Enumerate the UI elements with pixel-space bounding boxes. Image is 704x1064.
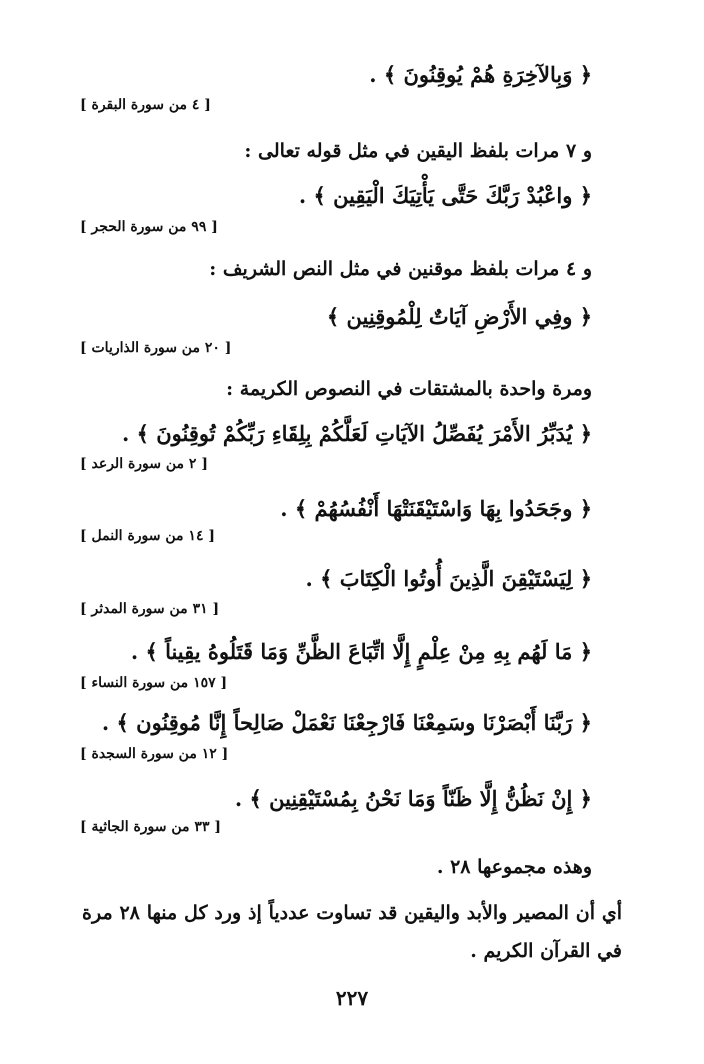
paragraph-intro-yaqin: و ٧ مرات بلفظ اليقين في مثل قوله تعالى :	[244, 140, 592, 162]
verse-naml-14: ﴿ وجَحَدُوا بِهَا وَاسْتَيْقَنَتْهَا أَنْفُسُهُمْ ﴾ .	[280, 496, 592, 521]
verse-reference: [ ٩٩ من سورة الحجر ]	[80, 219, 218, 235]
verse-reference: [ ٤ من سورة البقرة ]	[80, 97, 211, 113]
paragraph-intro-muqinin: و ٤ مرات بلفظ موقنين في مثل النص الشريف :	[209, 258, 592, 280]
paragraph-conclusion-line2: في القرآن الكريم .	[470, 940, 622, 962]
verse-reference: [ ٢٠ من سورة الذاريات ]	[80, 340, 232, 356]
verse-sajdah-12: ﴿ رَبَّنَا أَبْصَرْنَا وسَمِعْنَا فَارْجِعْنَا نَعْمَلْ صَالِحاً إِنَّا مُوقِنُون ﴾ .	[101, 710, 592, 735]
verse-jathiyah-33: ﴿ إِنْ نَظُنُّ إِلَّا ظَنّاً وَمَا نَحْنُ بِمُسْتَيْقِنِين ﴾ .	[234, 786, 592, 811]
verse-reference: [ ١٥٧ من سورة النساء ]	[80, 675, 228, 691]
verse-dhariyat-20: ﴿ وفِي الأَرْضِ آيَاتٌ لِلْمُوقِنِين ﴾	[326, 304, 592, 329]
verse-baqarah-4: ﴿ وَبِالآخِرَةِ هُمْ يُوقِنُونَ ﴾ .	[369, 62, 592, 87]
paragraph-intro-derivatives: ومرة واحدة بالمشتقات في النصوص الكريمة :	[226, 378, 592, 400]
verse-muddaththir-31: ﴿ لِيَسْتَيْقِنَ الَّذِينَ أُوتُوا الْكِتَابَ ﴾ .	[305, 566, 592, 591]
verse-hijr-99: ﴿ واعْبُدْ رَبَّكَ حَتَّى يَأْتِيَكَ الْيَقِين ﴾ .	[298, 183, 592, 208]
page-number: ٢٢٧	[335, 986, 369, 1010]
verse-nisa-157: ﴿ مَا لَهُم بِهِ مِنْ عِلْمٍ إِلَّا اتِّبَاعَ الظَّنِّ وَمَا قَتَلُوهُ يقِيناً ﴾ .	[130, 639, 592, 664]
verse-reference: [ ٣١ من سورة المدثر ]	[80, 601, 220, 617]
paragraph-total: وهذه مجموعها ٢٨ .	[436, 856, 592, 878]
verse-raad-2: ﴿ يُدَبِّرُ الأَمْرَ يُفَصِّلُ الآيَاتِ لَعَلَّكُمْ بِلِقَاءِ رَبِّكُمْ تُوقِنُونَ ﴾ .	[121, 421, 592, 446]
verse-reference: [ ١٢ من سورة السجدة ]	[80, 746, 229, 762]
paragraph-conclusion-line1: أي أن المصير والأبد واليقين قد تساوت عددياً إذ ورد كل منها ٢٨ مرة	[82, 902, 622, 924]
verse-reference: [ ١٤ من سورة النمل ]	[80, 528, 215, 544]
verse-reference: [ ٢ من سورة الرعد ]	[80, 456, 208, 472]
verse-reference: [ ٣٣ من سورة الجاثية ]	[80, 819, 221, 835]
